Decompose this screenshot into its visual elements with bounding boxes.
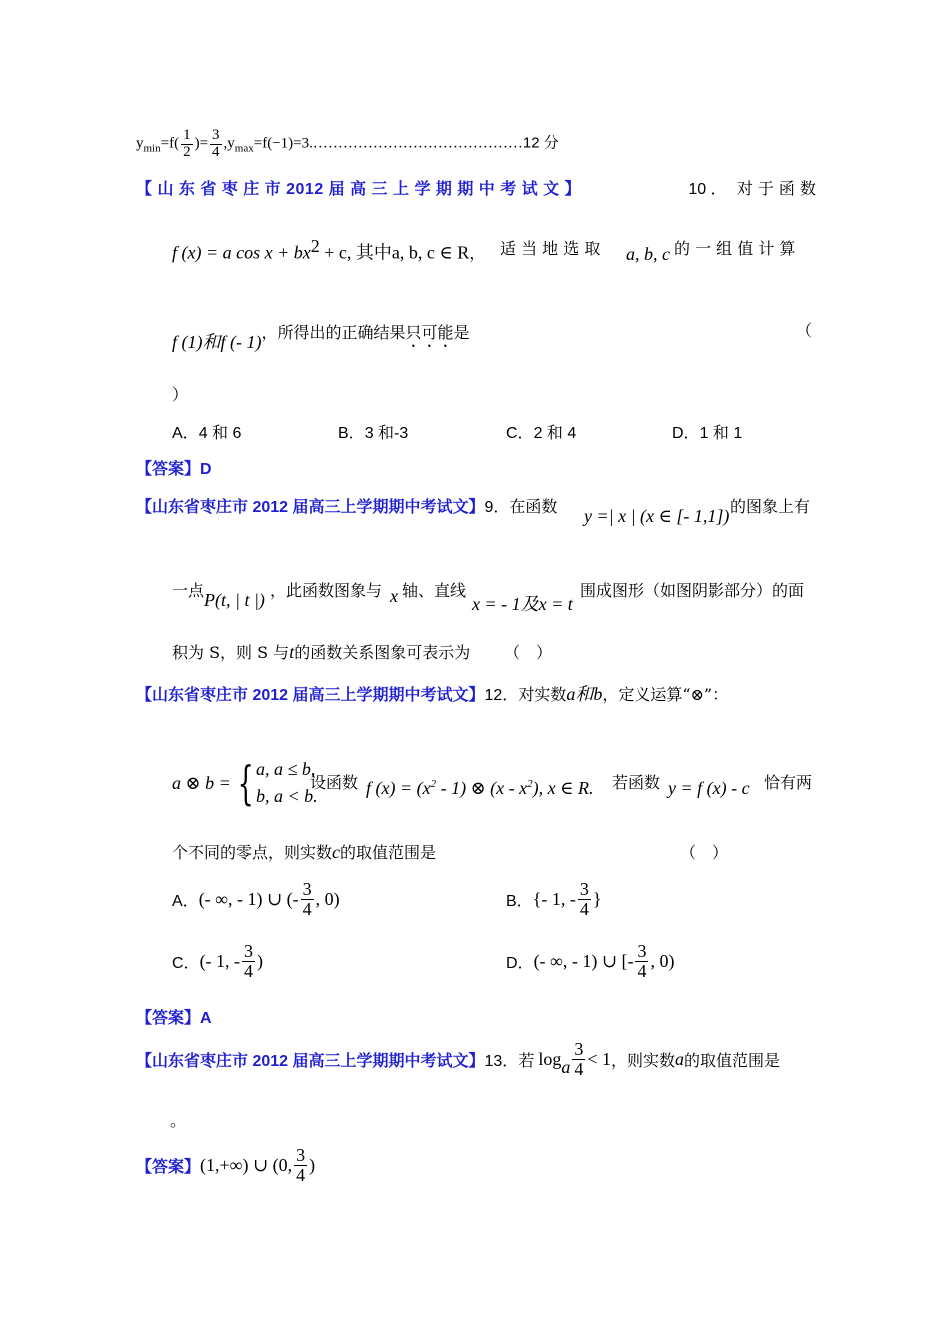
q13-fraction	[572, 1040, 585, 1079]
q12-fx-tail: ), x ∈ R.	[532, 778, 594, 798]
option-label: D．	[506, 954, 534, 972]
score-line	[136, 128, 559, 161]
q12-option-c	[172, 942, 263, 981]
q9-source: 【山东省枣庄市 2012 届高三上学期期中考试文】	[136, 499, 485, 516]
q10-line2	[172, 318, 470, 351]
ymin-sub: min	[143, 142, 161, 155]
frac-den: 4	[579, 898, 589, 919]
q9-formula: y =| x | (x ∈ [- 1,1])	[584, 506, 730, 526]
q10-option-b	[338, 420, 408, 443]
q12-fx	[366, 778, 593, 799]
q9-line1	[136, 494, 557, 517]
answer-pre: (1,+∞) ∪ (0,	[200, 1154, 293, 1175]
q10-paren-open: （	[796, 321, 813, 340]
q10-text-c: ，所得出的正确结果	[261, 323, 406, 342]
ymin-label: y	[136, 135, 144, 152]
frac-num: 3	[212, 127, 220, 143]
q12-lead: 对实数	[518, 685, 567, 704]
fraction-three-quarters	[210, 128, 222, 161]
frac-den: 4	[212, 143, 220, 160]
frac-den: 4	[637, 960, 647, 981]
q10-paren-close: ）	[172, 385, 189, 404]
frac-num: 3	[579, 879, 589, 899]
answer-value: A	[200, 1010, 212, 1027]
q10-text-a: 适 当 地 选 取	[500, 239, 601, 258]
q12-text-d: 若函数	[612, 773, 661, 792]
f-open: =f(	[160, 135, 180, 152]
q13-log: log	[538, 1048, 562, 1069]
q10-comma: ，	[469, 243, 486, 263]
q12-option-d	[506, 942, 674, 981]
ymax-label: ,y	[223, 135, 235, 152]
frac-den: 4	[296, 1164, 306, 1185]
q12-option-b	[506, 880, 601, 919]
q9-t-var: t	[289, 642, 295, 662]
q10-vars: a, b, c	[626, 244, 670, 264]
q12-fx-main: f (x) = (x	[366, 778, 431, 798]
q12-paren: （ ）	[680, 843, 729, 862]
q10-text-b: 的 一 组 值 计 算	[674, 239, 796, 258]
q13-line1	[136, 1040, 780, 1079]
q10-formula2: f (1)和f (- 1)	[172, 332, 262, 352]
option-post: }	[592, 888, 602, 909]
q9-text-c: ，此函数图象与	[270, 581, 383, 600]
option-label: B．	[338, 425, 365, 442]
option-pre: {- 1, -	[532, 888, 576, 909]
q9-line3	[172, 640, 470, 663]
dot-leader: ……………………………………	[312, 135, 523, 152]
q13-blank-end: 。	[170, 1111, 187, 1130]
brace-icon: {	[237, 756, 254, 810]
option-label: A．	[172, 892, 199, 910]
answer-label: 【答案】	[136, 461, 201, 478]
option-fraction	[578, 880, 591, 919]
q9-text-f: 积为 S，则 S 与	[172, 643, 290, 662]
q12-source: 【山东省枣庄市 2012 届高三上学期期中考试文】	[136, 687, 485, 704]
option-fraction	[301, 880, 314, 919]
option-text: 1 和 1	[699, 425, 743, 442]
q10-formula-line	[172, 236, 485, 264]
fraction-half	[181, 128, 193, 161]
q9-paren: （ ）	[504, 643, 553, 662]
answer-label: 【答案】	[136, 1010, 201, 1027]
q9-text-a: 的图象上有	[730, 497, 811, 516]
q12-c-var: c	[332, 842, 341, 862]
option-label: C．	[172, 954, 200, 972]
score: 12 分	[522, 134, 559, 152]
q10-option-a	[172, 420, 241, 443]
frac-num: 3	[244, 941, 254, 961]
q12-text-e: 恰有两	[764, 773, 813, 792]
frac-num: 3	[302, 879, 312, 899]
q9-number: 9．	[484, 499, 510, 516]
q10-header	[136, 176, 816, 199]
q10-source: 【 山 东 省 枣 庄 市 2012 届 高 三 上 学 期 期 中 考 试 文 】	[136, 181, 582, 198]
q12-text-c: 设函数	[310, 773, 359, 792]
option-pre: (- ∞, - 1) ∪ [-	[533, 950, 634, 971]
frac-num: 1	[183, 127, 191, 143]
q10-formula-tail: + c, 其中a, b, c ∈ R	[319, 242, 470, 263]
q10-choose-text	[500, 236, 600, 259]
q12-definition	[172, 756, 318, 810]
option-label: A．	[172, 425, 199, 442]
option-label: C．	[506, 425, 534, 442]
q9-text-e: 围成图形（如图阴影部分）的面	[580, 581, 805, 600]
q9-point: P(t, | t |)	[204, 590, 265, 610]
q12-cases	[231, 756, 318, 810]
q13-source: 【山东省枣庄市 2012 届高三上学期期中考试文】	[136, 1052, 485, 1070]
option-pre: (- ∞, - 1) ∪ (-	[198, 888, 299, 909]
q12-otimes: ⊗	[690, 685, 704, 704]
answer-label: 【答案】	[136, 1158, 201, 1176]
q12-case1: a, a ≤ b,	[256, 759, 316, 779]
q12-text-a: ，定义运算“	[602, 685, 691, 704]
q12-ab: a和b	[566, 684, 603, 704]
q10-lead: 对 于 函 数	[736, 179, 816, 198]
q10-option-c	[506, 420, 576, 443]
q13-text-b: 的取值范围是	[684, 1050, 781, 1070]
q12-option-a	[172, 880, 340, 919]
q12-fx-sup2: 2	[527, 778, 533, 790]
option-post: )	[257, 950, 264, 971]
q9-lines: x = - 1及x = t	[472, 594, 573, 614]
option-label: D．	[672, 425, 700, 442]
frac-den: 2	[183, 143, 191, 160]
q12-text-g: 的取值范围是	[340, 843, 437, 862]
frac-den: 4	[302, 898, 312, 919]
q9-text-d: 轴、直线	[402, 581, 467, 600]
q12-case2: b, a < b.	[256, 786, 318, 806]
ymax-value: =f(−1)=3.	[253, 135, 313, 152]
q12-def-lhs: a ⊗ b =	[172, 772, 231, 793]
option-pre: (- 1, -	[199, 950, 241, 971]
q13-inequality: < 1	[587, 1048, 611, 1069]
q12-number: 12．	[484, 687, 519, 704]
q12-fx-sup1: 2	[430, 778, 437, 790]
close-eq: )=	[194, 135, 209, 152]
answer-value: D	[200, 461, 212, 478]
q13-a-var: a	[675, 1048, 685, 1069]
q12-line3	[172, 840, 436, 863]
q10-formula-sup: 2	[310, 236, 320, 256]
answer-post: )	[309, 1154, 316, 1175]
frac-num: 3	[574, 1039, 584, 1059]
q10-option-d	[672, 420, 742, 443]
frac-num: 3	[296, 1145, 306, 1165]
frac-den: 4	[574, 1058, 584, 1079]
q13-answer	[136, 1146, 315, 1185]
q10-answer	[136, 456, 212, 479]
q9-x-var: x	[390, 586, 398, 606]
option-text: 2 和 4	[533, 425, 577, 442]
frac-den: 4	[244, 960, 254, 981]
q13-log-base: a	[561, 1056, 571, 1077]
option-text: 4 和 6	[198, 425, 242, 442]
option-text: 3 和-3	[364, 425, 409, 442]
q12-fx-mid: - 1) ⊗ (x - x	[436, 778, 528, 798]
q12-text-f: 个不同的零点，则实数	[172, 843, 333, 862]
option-post: , 0)	[315, 888, 340, 909]
q10-text-d: 是	[453, 323, 470, 342]
q13-lead: 若	[518, 1050, 535, 1070]
q9-text-b: 一点	[172, 581, 205, 600]
q12-yfx: y = f (x) - c	[668, 778, 750, 798]
q12-text-b: ”：	[703, 685, 729, 704]
option-post: , 0)	[650, 950, 675, 971]
q10-formula: f (x) = a cos x + bx	[172, 242, 311, 263]
q10-emphasis: 只可能	[405, 323, 454, 342]
q13-text-a: ，则实数	[611, 1050, 676, 1070]
q13-number: 13．	[484, 1052, 519, 1070]
answer-fraction	[294, 1146, 307, 1185]
option-label: B．	[506, 892, 533, 910]
q9-text-g: 的函数关系图象可表示为	[294, 643, 471, 662]
q9-lead: 在函数	[509, 497, 558, 516]
option-fraction	[635, 942, 648, 981]
q12-line1	[136, 680, 728, 706]
option-fraction	[242, 942, 255, 981]
q12-answer	[136, 1005, 212, 1028]
q10-number: 10 ．	[688, 181, 727, 198]
ymax-sub: max	[234, 142, 254, 155]
frac-num: 3	[637, 941, 647, 961]
